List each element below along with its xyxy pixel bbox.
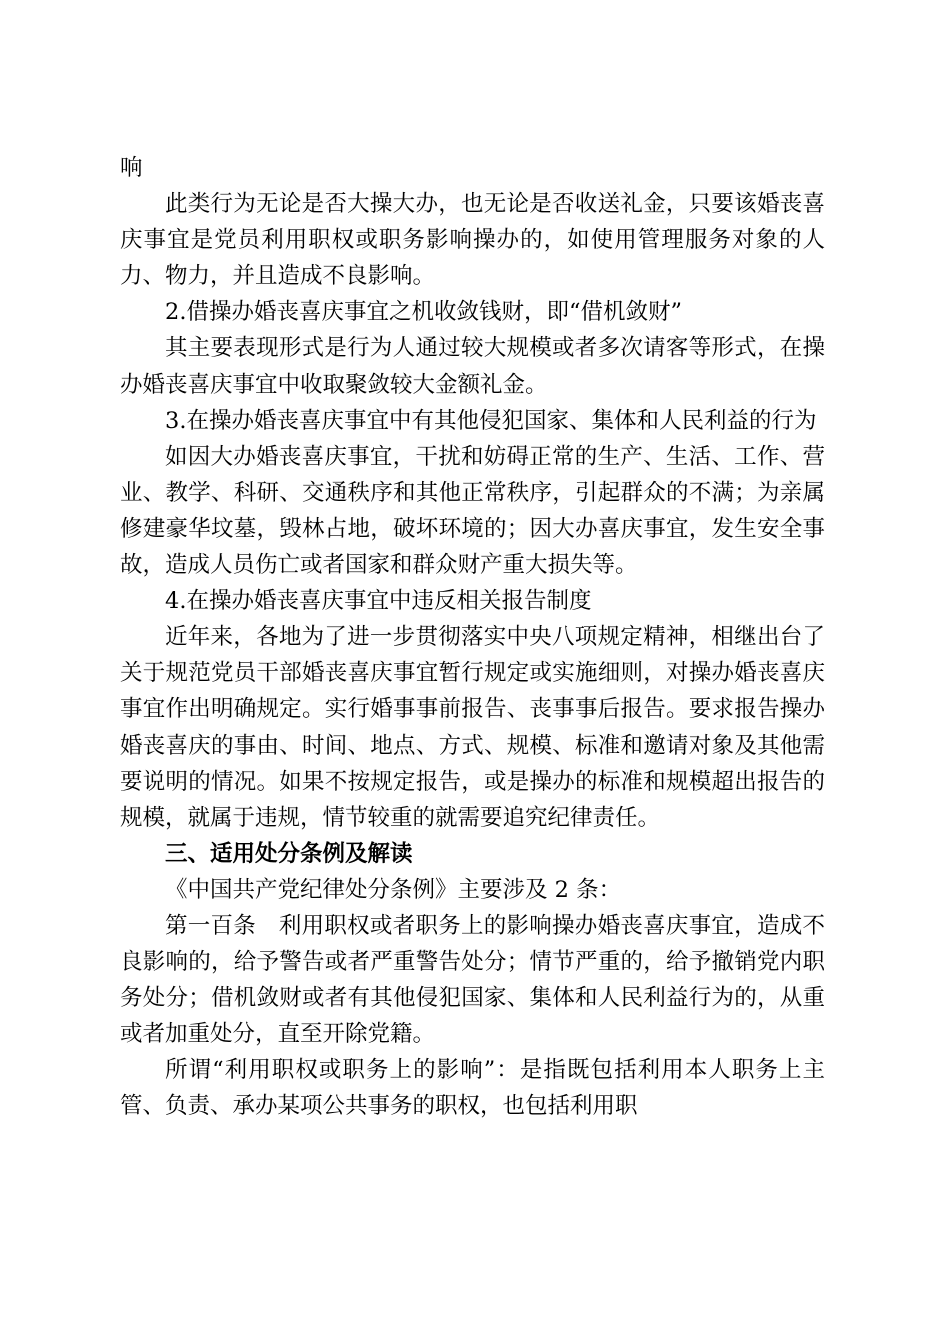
paragraph-continuation: 响 <box>120 155 143 181</box>
paragraph-item-2-description: 其主要表现形式是行为人通过较大规模或者多次请客等形式，在操办婚丧喜庆事宜中收取聚敛较大金额礼金。 <box>120 335 825 398</box>
subheading-item-4: 4.在操办婚丧喜庆事宜中违反相关报告制度 <box>165 588 592 615</box>
paragraph-definition: 所谓“利用职权或职务上的影响”：是指既包括利用本人职务上主管、负责、承办某项公共事务的职权，也包括利用职 <box>120 1057 825 1120</box>
document-body <box>120 150 825 1125</box>
subheading-item-3: 3.在操办婚丧喜庆事宜中有其他侵犯国家、集体和人民利益的行为 <box>165 407 817 434</box>
paragraph-conduct-description: 此类行为无论是否大操大办，也无论是否收送礼金，只要该婚丧喜庆事宜是党员利用职权或职务影响操办的，如使用管理服务对象的人力、物力，并且造成不良影响。 <box>120 191 825 290</box>
paragraph-item-4-description: 近年来，各地为了进一步贯彻落实中央八项规定精神，相继出台了关于规范党员干部婚丧喜庆事宜暂行规定或实施细则，对操办婚丧喜庆事宜作出明确规定。实行婚事事前报告、丧事事后报告。要求报告操办婚丧喜庆的事由、时间、地点、方式、规模、标准和邀请对象及其他需要说明的情况。如果不按规定报告，或是操办的标准和规模超出报告的规模，就属于违规，情节较重的就需要追究纪律责任。 <box>120 624 825 831</box>
paragraph-regulation-intro: 《中国共产党纪律处分条例》主要涉及 2 条： <box>165 876 622 903</box>
subheading-item-2: 2.借操办婚丧喜庆事宜之机收敛钱财，即“借机敛财” <box>165 299 682 326</box>
paragraph-item-3-description: 如因大办婚丧喜庆事宜，干扰和妨碍正常的生产、生活、工作、营业、教学、科研、交通秩序和其他正常秩序，引起群众的不满；为亲属修建豪华坟墓，毁林占地，破坏环境的；因大办喜庆事宜，发生安全事故，造成人员伤亡或者国家和群众财产重大损失等。 <box>120 443 825 579</box>
paragraph-article-100: 第一百条 利用职权或者职务上的影响操办婚丧喜庆事宜，造成不良影响的，给予警告或者严重警告处分；情节严重的，给予撤销党内职务处分；借机敛财或者有其他侵犯国家、集体和人民利益行为的，从重或者加重处分，直至开除党籍。 <box>120 912 825 1048</box>
section-heading-3: 三、适用处分条例及解读 <box>165 840 413 867</box>
